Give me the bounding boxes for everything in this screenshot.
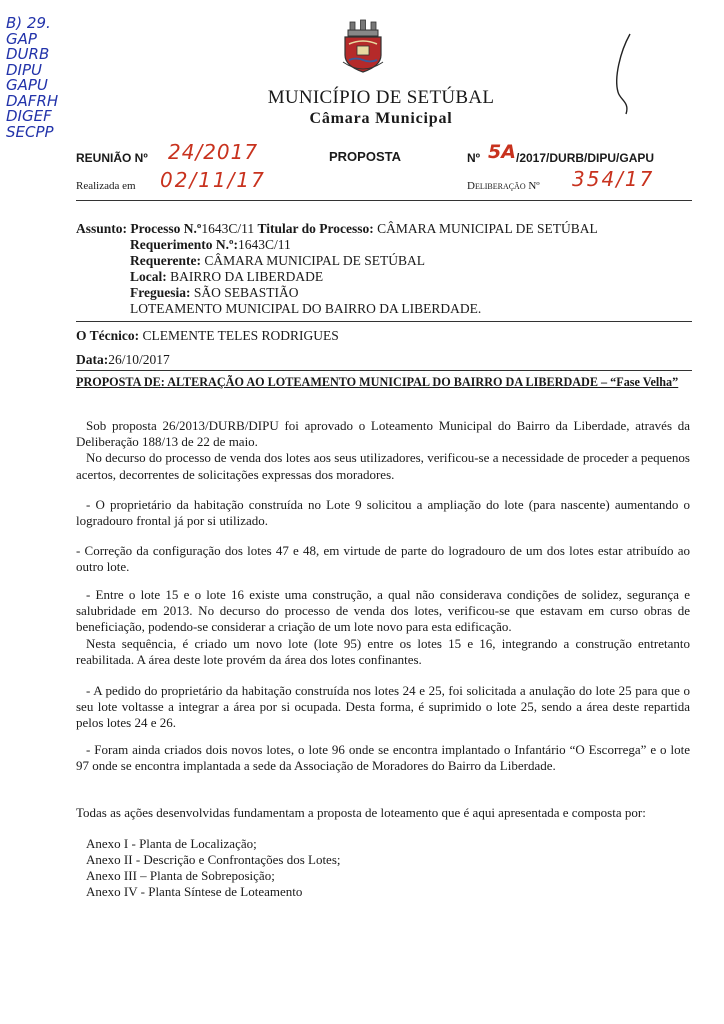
handwritten-stroke-icon <box>600 32 640 116</box>
chamber-title: Câmara Municipal <box>309 110 453 127</box>
header-divider <box>76 200 692 201</box>
deliberacao-number: 354/17 <box>572 167 655 191</box>
paragraph: - O proprietário da habitação construída no Lote 9 solicitou a ampliação do lote (para nascente) aumentando o logradouro frontal já por si utilizado. <box>76 497 690 529</box>
realizada-label: Realizada em <box>76 180 136 192</box>
proposta-label: PROPOSTA <box>329 149 401 164</box>
requerente-line: Requerente: CÂMARA MUNICIPAL DE SETÚBAL <box>130 253 426 268</box>
subject-divider <box>76 321 692 322</box>
realizada-date: 02/11/17 <box>160 168 266 192</box>
subject-description: LOTEAMENTO MUNICIPAL DO BAIRRO DA LIBERDADE. <box>130 301 482 316</box>
assunto-line: Assunto: Processo N.º1643C/11 Titular do Processo: CÂMARA MUNICIPAL DE SETÚBAL <box>76 221 598 236</box>
proposta-suffix: /2017/DURB/DIPU/GAPU <box>516 151 655 165</box>
paragraph: - Correção da configuração dos lotes 47 e 48, em virtude de parte do logradouro de um dos lotes estar atribuído ao outro lote. <box>76 543 690 575</box>
reuniao-label: REUNIÃO Nº <box>76 151 148 165</box>
paragraph: Sob proposta 26/2013/DURB/DIPU foi aprovado o Loteamento Municipal do Bairro da Liberdade, através da Deliberação 188/13 de 22 de maio. No decurso do processo de venda dos lotes aos seus utilizadores, verificou-se a necessidade de proceder a pequenos acertos, decorrentes de solicitações expressas dos moradores. <box>76 418 690 482</box>
anexo-item: Anexo II - Descrição e Confrontações dos Lotes; <box>86 852 341 867</box>
municipal-crest-icon <box>340 18 386 74</box>
municipality-title: MUNICÍPIO DE SETÚBAL <box>267 87 495 108</box>
anexo-item: Anexo I - Planta de Localização; <box>86 836 257 851</box>
routing-line: B) 29. <box>6 14 51 32</box>
requerimento-line: Requerimento N.º:1643C/11 <box>130 237 291 252</box>
routing-line: SECPP <box>6 122 54 141</box>
numero-label: Nº <box>467 151 481 165</box>
deliberacao-label: Deliberação Nº <box>467 180 540 192</box>
proposta-number: 5A <box>488 141 516 163</box>
routing-line: GAPU <box>6 76 48 94</box>
local-line: Local: BAIRRO DA LIBERDADE <box>130 269 324 284</box>
paragraph: - Entre o lote 15 e o lote 16 existe uma construção, a qual não considerava condições de solidez, segurança e salubridade em 2013. No decurso do processo de venda dos lotes, verificou-se que estavam em curso obras de beneficiação, podendo-se considerar a criação de um lote novo para esta edificação. Nesta sequência, é criado um novo lote (lote 95) entre os lotes 15 e 16, integrando a construção entretanto reabilitada. A área deste lote provém da área dos lotes confinantes. <box>76 587 690 667</box>
proposta-de-heading: PROPOSTA DE: ALTERAÇÃO AO LOTEAMENTO MUNICIPAL DO BAIRRO DA LIBERDADE – “Fase Velha” <box>76 375 679 389</box>
routing-line: DIPU <box>6 60 42 79</box>
paragraph: Todas as ações desenvolvidas fundamentam a proposta de loteamento que é aqui apresentada e composta por: <box>76 805 646 820</box>
routing-line: GAP <box>6 29 37 48</box>
paragraph: - A pedido do proprietário da habitação construída nos lotes 24 e 25, foi solicitada a anulação do lote 25 para que o seu lote voltasse a integrar a área por si ocupada. Desta forma, é suprimido o lote 25, sendo a área deste repartida pelos lotes 24 e 26. <box>76 683 690 731</box>
freguesia-line: Freguesia: SÃO SEBASTIÃO <box>130 285 299 300</box>
data-line: Data:26/10/2017 <box>76 352 170 367</box>
anexo-item: Anexo III – Planta de Sobreposição; <box>86 868 275 883</box>
anexo-list <box>86 836 341 900</box>
anexo-item: Anexo IV - Planta Síntese de Loteamento <box>86 884 303 899</box>
paragraph: - Foram ainda criados dois novos lotes, o lote 96 onde se encontra implantado o Infantário “O Escorrega” e o lote 97 onde se encontra implantada a sede da Associação de Moradores do Bairro da Liberdade. <box>76 742 690 774</box>
routing-line: DURB <box>6 45 50 63</box>
data-divider <box>76 370 692 371</box>
routing-line: DIGEF <box>6 107 52 125</box>
routing-line: DAFRH <box>6 91 59 110</box>
tecnico-line: O Técnico: CLEMENTE TELES RODRIGUES <box>76 328 339 343</box>
reuniao-number: 24/2017 <box>168 140 259 164</box>
